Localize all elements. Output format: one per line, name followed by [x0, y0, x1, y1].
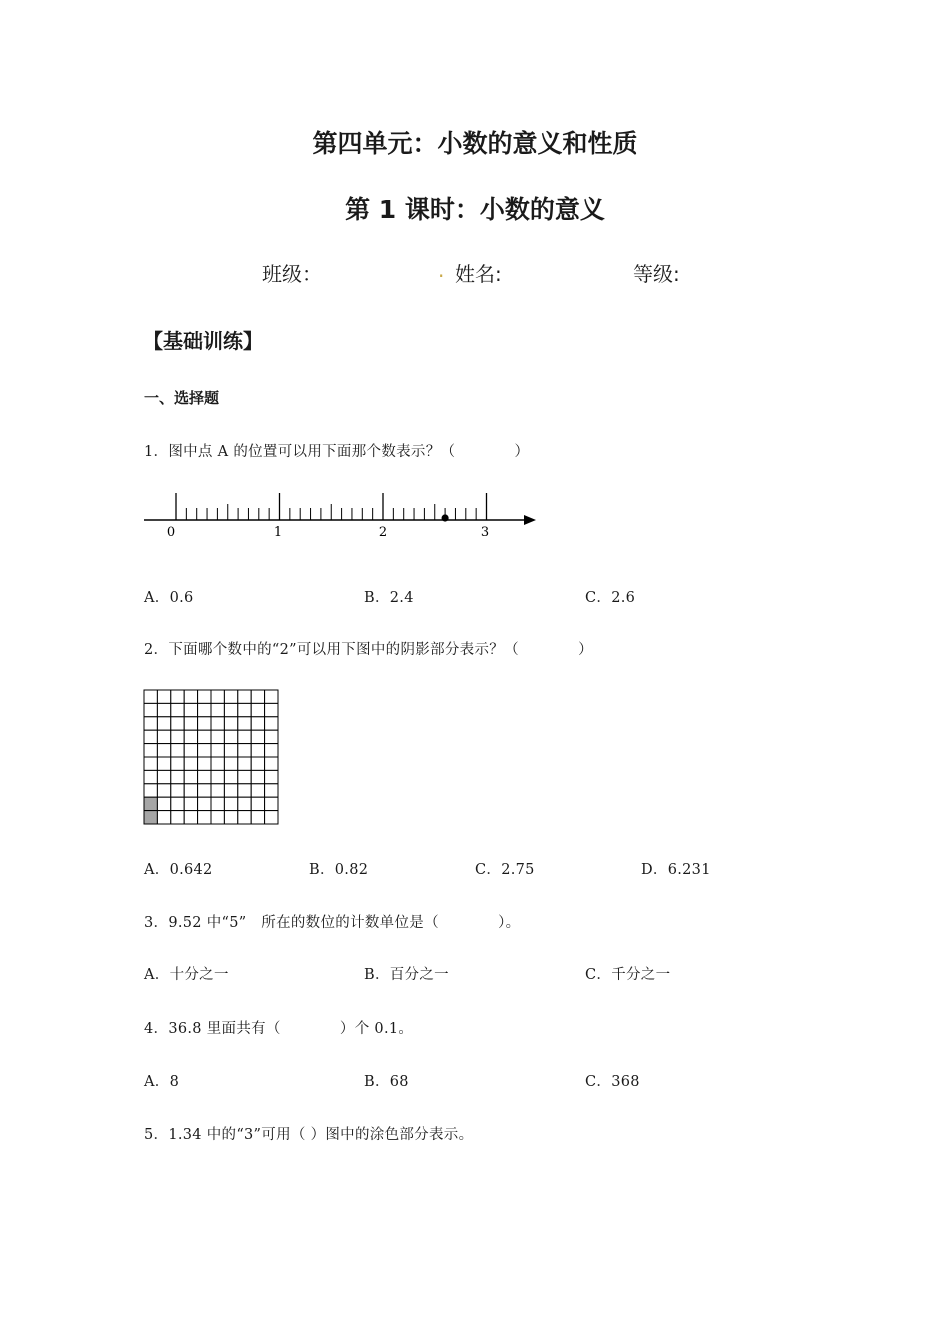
grid-cell [211, 717, 224, 730]
section-heading: 【基础训练】 [143, 329, 263, 353]
grid-cell [198, 770, 211, 783]
question-4-text: 4．36.8 里面共有（ ）个 0.1。 [144, 1021, 414, 1037]
grid-cell [211, 770, 224, 783]
grid-cell [265, 797, 278, 810]
grid-cell [171, 797, 184, 810]
grid-cell [144, 770, 157, 783]
grid-cell [157, 811, 170, 824]
q4-option-a: A．8 [144, 1074, 180, 1090]
page-subtitle: 第 1 课时：小数的意义 [345, 195, 605, 224]
grid-cell [184, 797, 197, 810]
q1-option-a: A．0.6 [144, 590, 194, 606]
grid-cell [198, 784, 211, 797]
grid-cell [224, 784, 237, 797]
grid-cell [157, 703, 170, 716]
q3-option-c: C．千分之一 [585, 967, 671, 983]
grid-cell [265, 770, 278, 783]
grid-cell [144, 717, 157, 730]
grid-cell [184, 811, 197, 824]
page-title: 第四单元：小数的意义和性质 [312, 129, 638, 158]
grid-cell [211, 784, 224, 797]
grid-cell [265, 703, 278, 716]
grid-cell [157, 757, 170, 770]
grid-cell [251, 717, 264, 730]
grid-cell [265, 690, 278, 703]
name-label: 姓名: [455, 262, 502, 286]
grid-cell [157, 784, 170, 797]
number-line [140, 488, 540, 544]
grid-cell [184, 784, 197, 797]
grid-cell [157, 770, 170, 783]
q4-option-c: C．368 [585, 1074, 640, 1090]
grid-cell [211, 690, 224, 703]
grid-cell-shaded [144, 811, 157, 824]
grid-cell [238, 757, 251, 770]
grid-cell [238, 784, 251, 797]
q2-option-d: D．6.231 [641, 862, 711, 878]
q3-option-a: A．十分之一 [144, 967, 229, 983]
number-line-ticks [176, 493, 487, 520]
grid-cell [184, 770, 197, 783]
grid-cell [171, 757, 184, 770]
grid-cell [265, 717, 278, 730]
q1-option-b: B．2.4 [364, 590, 414, 606]
grid-cell [211, 730, 224, 743]
grid-cell [144, 757, 157, 770]
q2-option-b: B．0.82 [309, 862, 369, 878]
grid-cell [157, 744, 170, 757]
grid-cell [198, 717, 211, 730]
grid-cell-shaded [144, 797, 157, 810]
grid-cell [171, 784, 184, 797]
grid-cell [184, 744, 197, 757]
grid-cell [265, 744, 278, 757]
grid-cell [171, 730, 184, 743]
grid-cell [171, 770, 184, 783]
grid-cell [211, 703, 224, 716]
grid-cell [265, 811, 278, 824]
grid-cell [251, 703, 264, 716]
grid-cell [251, 690, 264, 703]
grid-cell [171, 690, 184, 703]
q4-option-b: B．68 [364, 1074, 409, 1090]
grid-cell [171, 717, 184, 730]
grid-cell [251, 730, 264, 743]
grid-cell [171, 703, 184, 716]
grid-cell [238, 690, 251, 703]
grid-cell [224, 757, 237, 770]
part-title: 一、选择题 [144, 389, 220, 407]
grid-cell [211, 744, 224, 757]
number-line-label-3: 3 [480, 525, 490, 540]
number-line-label-1: 1 [273, 525, 283, 540]
grid-cell [198, 690, 211, 703]
grid-cell [265, 730, 278, 743]
grid-cell [238, 811, 251, 824]
grid-cell [265, 757, 278, 770]
grid-cell [144, 730, 157, 743]
grid-cell [171, 811, 184, 824]
grid-cell [224, 770, 237, 783]
question-1-text: 1．图中点 A 的位置可以用下面那个数表示？（ ） [144, 444, 530, 460]
grid-cell [198, 744, 211, 757]
separator-dot: . [438, 258, 445, 282]
q2-option-a: A．0.642 [144, 862, 213, 878]
grid-cell [251, 757, 264, 770]
grid-cell [238, 797, 251, 810]
grid-cell [211, 757, 224, 770]
grid-cells [144, 690, 278, 824]
grid-cell [171, 744, 184, 757]
grid-cell [198, 811, 211, 824]
grid-cell [198, 797, 211, 810]
grid-cell [251, 770, 264, 783]
question-3-text: 3．9.52 中“5” 所在的数位的计数单位是（ ）。 [144, 915, 521, 931]
grid-cell [224, 703, 237, 716]
number-line-label-2: 2 [378, 525, 388, 540]
grid-cell [251, 797, 264, 810]
grid-cell [144, 703, 157, 716]
q1-option-c: C．2.6 [585, 590, 636, 606]
grid-cell [251, 744, 264, 757]
grid-cell [184, 703, 197, 716]
grid-cell [224, 811, 237, 824]
grid-cell [184, 717, 197, 730]
grid-cell [238, 717, 251, 730]
grid-cell [144, 744, 157, 757]
grid-cell [238, 770, 251, 783]
class-label: 班级： [262, 262, 322, 286]
grid-cell [251, 811, 264, 824]
q2-option-c: C．2.75 [475, 862, 535, 878]
grid-cell [144, 784, 157, 797]
question-2-text: 2．下面哪个数中的“2”可以用下图中的阴影部分表示？（ ） [144, 642, 593, 658]
grid-cell [224, 744, 237, 757]
grid-cell [198, 703, 211, 716]
grid-cell [157, 690, 170, 703]
grid-cell [224, 797, 237, 810]
grid-cell [211, 811, 224, 824]
grade-label: 等级: [633, 262, 680, 286]
grid-cell [198, 730, 211, 743]
grid-cell [265, 784, 278, 797]
grid-cell [184, 730, 197, 743]
q3-option-b: B．百分之一 [364, 967, 449, 983]
grid-cell [144, 690, 157, 703]
grid-cell [224, 717, 237, 730]
grid-cell [184, 690, 197, 703]
grid-cell [157, 797, 170, 810]
grid-cell [238, 730, 251, 743]
grid-cell [251, 784, 264, 797]
grid-cell [198, 757, 211, 770]
grid-cell [238, 703, 251, 716]
hundred-grid [143, 689, 280, 825]
grid-cell [211, 797, 224, 810]
question-5-text: 5．1.34 中的“3”可用（ ）图中的涂色部分表示。 [144, 1127, 474, 1143]
grid-cell [238, 744, 251, 757]
grid-cell [157, 730, 170, 743]
number-line-point-a [442, 514, 449, 521]
grid-cell [157, 717, 170, 730]
grid-cell [224, 690, 237, 703]
grid-cell [184, 757, 197, 770]
number-line-label-0: 0 [166, 525, 176, 540]
grid-cell [224, 730, 237, 743]
number-line-arrow [524, 515, 536, 525]
